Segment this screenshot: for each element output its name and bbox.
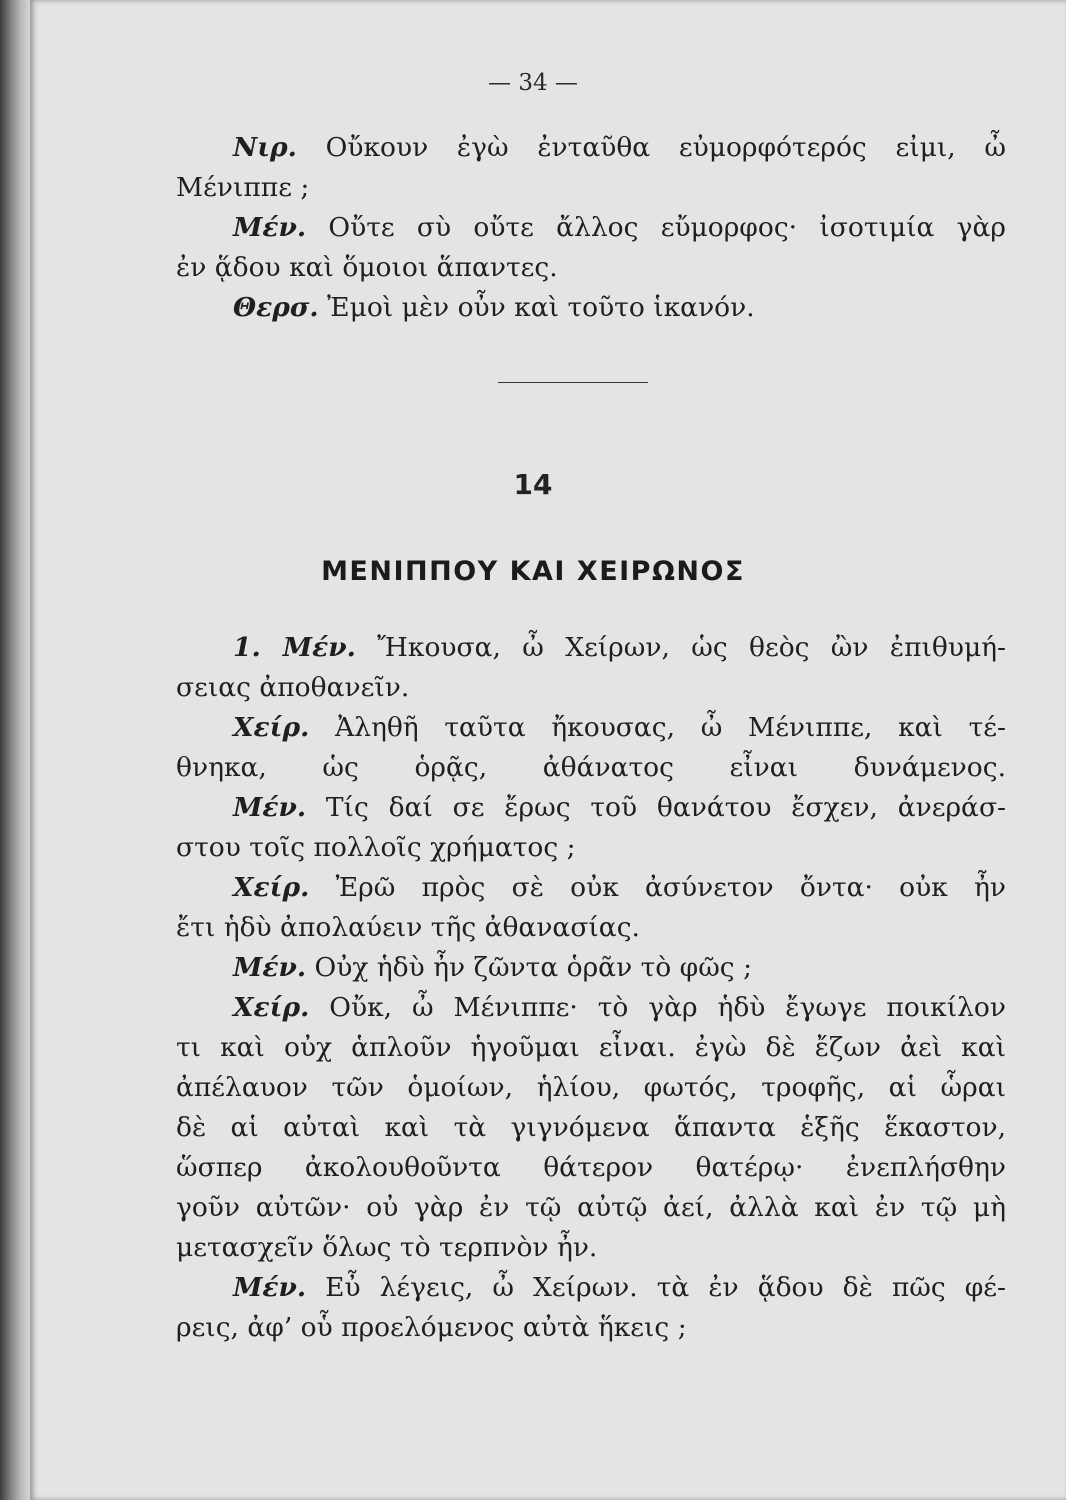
text-line	[233, 288, 1006, 328]
speaker-label: Μέν.	[233, 792, 307, 823]
paragraph-number: 1.	[233, 632, 283, 663]
text-line	[233, 948, 1006, 988]
line-text: θνηκα, ὡς ὁρᾷς, ἀθάνατος εἶναι δυνάμενος.	[176, 752, 1006, 783]
line-text: στου τοῖς πολλοῖς χρήματος ;	[176, 832, 576, 863]
section-number: 14	[513, 468, 553, 501]
line-text: Εὖ λέγεις, ὦ Χείρων. τὰ ἐν ᾅδου δὲ πῶς φέ-	[306, 1272, 1006, 1303]
speaker-label: Χείρ.	[233, 712, 310, 743]
speaker-label: Νιρ.	[233, 132, 297, 163]
line-text: ρεις, ἀφ’ οὗ προελόμενος αὐτὰ ἥκεις ;	[176, 1312, 687, 1343]
line-text: Ἐμοὶ μὲν οὖν καὶ τοῦτο ἱκανόν.	[318, 292, 755, 323]
line-text: Μένιππε ;	[176, 172, 310, 203]
line-text: σειας ἀποθανεῖν.	[176, 672, 410, 703]
speaker-label: Μέν.	[233, 1272, 307, 1303]
text-line	[233, 868, 1006, 908]
text-line	[176, 248, 1006, 288]
text-line	[176, 748, 1006, 788]
line-text: Οὔκ, ὦ Μένιππε· τὸ γὰρ ἡδὺ ἔγωγε ποικίλον	[309, 992, 1006, 1023]
line-text: Ἀληθῆ ταῦτα ἤκουσας, ὦ Μένιππε, καὶ τέ-	[309, 712, 1006, 743]
line-text: Οὐχ ἡδὺ ἦν ζῶντα ὁρᾶν τὸ φῶς ;	[306, 952, 752, 983]
line-text: ἔτι ἡδὺ ἀπολαύειν τῆς ἀθανασίας.	[176, 912, 640, 943]
speaker-label: Μέν.	[282, 632, 356, 663]
line-text: Ἐρῶ πρὸς σὲ οὐκ ἀσύνετον ὄντα· οὐκ ἦν	[309, 872, 1006, 903]
text-line	[176, 1188, 1006, 1228]
text-line	[176, 1148, 1006, 1188]
line-text: τι καὶ οὐχ ἁπλοῦν ἡγοῦμαι εἶναι. ἐγὼ δὲ ἔζων ἀεὶ καὶ	[176, 1032, 1006, 1063]
text-line	[233, 788, 1006, 828]
speaker-label: Θερσ.	[233, 292, 319, 323]
line-text: δὲ αἱ αὐταὶ καὶ τὰ γιγνόμενα ἅπαντα ἑξῆς ἕκαστον,	[176, 1112, 1006, 1143]
text-line	[176, 1068, 1006, 1108]
line-text: Ἤκουσα, ὦ Χείρων, ὡς θεὸς ὢν ἐπιθυμή-	[355, 632, 1007, 663]
line-text: Οὔτε σὺ οὔτε ἄλλος εὔμορφος· ἰσοτιμία γὰρ	[306, 212, 1006, 243]
speaker-label: Μέν.	[233, 212, 307, 243]
speaker-label: Χείρ.	[233, 872, 310, 903]
page-number: — 34 —	[488, 70, 578, 96]
text-line	[176, 1308, 1006, 1348]
speaker-label: Χείρ.	[233, 992, 310, 1023]
line-text: ἀπέλαυον τῶν ὁμοίων, ἡλίου, φωτός, τροφῆς, αἱ ὧραι	[176, 1072, 1006, 1103]
text-line	[233, 128, 1006, 168]
text-line	[233, 988, 1006, 1028]
line-text: ὥσπερ ἀκολουθοῦντα θάτερον θατέρῳ· ἐνεπλήσθην	[176, 1152, 1006, 1183]
text-line	[233, 208, 1006, 248]
text-line	[233, 708, 1006, 748]
text-line	[176, 1108, 1006, 1148]
section-title: ΜΕΝΙΠΠΟΥ ΚΑΙ ΧΕΙΡΩΝΟΣ	[321, 556, 745, 587]
line-text: μετασχεῖν ὅλως τὸ τερπνὸν ἦν.	[176, 1232, 598, 1263]
text-line	[176, 908, 1006, 948]
section-divider	[498, 382, 648, 383]
book-gutter-edge	[0, 0, 30, 1500]
line-text: γοῦν αὐτῶν· οὐ γὰρ ἐν τῷ αὐτῷ ἀεί, ἀλλὰ καὶ ἐν τῷ μὴ	[176, 1192, 1006, 1223]
text-line	[233, 628, 1006, 668]
text-line	[233, 1268, 1006, 1308]
text-line	[176, 1028, 1006, 1068]
line-text: ἐν ᾅδου καὶ ὅμοιοι ἅπαντες.	[176, 252, 558, 283]
text-line	[176, 828, 1006, 868]
text-line	[176, 168, 1006, 208]
speaker-label: Μέν.	[233, 952, 307, 983]
line-text: Οὔκουν ἐγὼ ἐνταῦθα εὐμορφότερός εἰμι, ὦ	[296, 132, 1006, 163]
line-text: Τίς δαί σε ἔρως τοῦ θανάτου ἔσχεν, ἀνεράσ-	[306, 792, 1006, 823]
text-line	[176, 668, 1006, 708]
text-line	[176, 1228, 1006, 1268]
